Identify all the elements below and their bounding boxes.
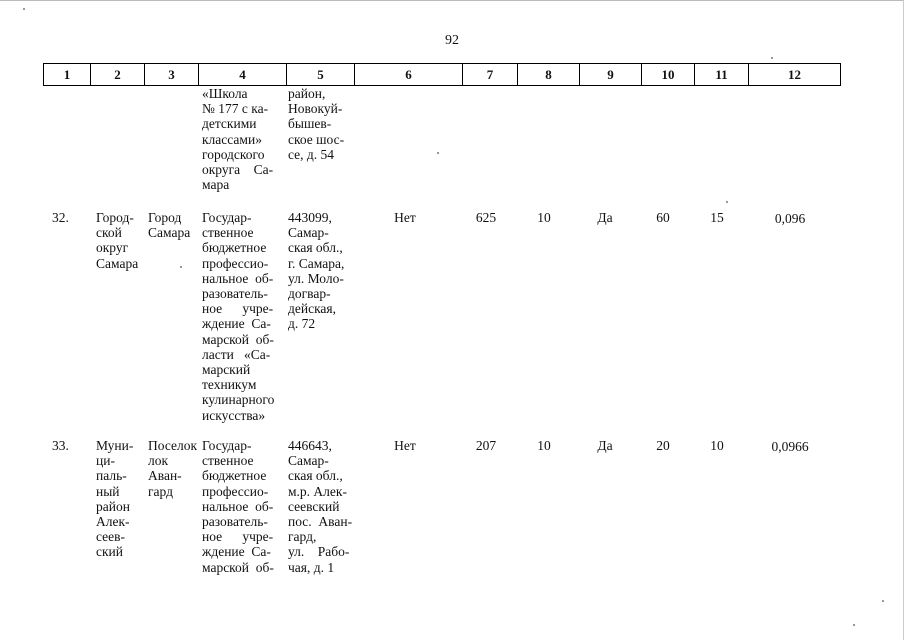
row-33-col10: 20 xyxy=(656,438,670,453)
row-33-district: Муни- ци- паль- ный район Алек- сеев- ский xyxy=(96,438,134,560)
column-header-6: 6 xyxy=(355,64,463,86)
row-32-col7: 625 xyxy=(475,210,497,225)
row-32-number: 32. xyxy=(52,210,69,225)
row-33-col12: 0,0966 xyxy=(771,439,809,454)
scan-speck xyxy=(437,152,439,154)
column-header-11: 11 xyxy=(695,64,749,86)
column-header-2: 2 xyxy=(91,64,145,86)
row-32-address: 443099, Самар- ская обл., г. Самара, ул. Моло- догвар- дейская, д. 72 xyxy=(288,210,345,332)
row-32-col10: 60 xyxy=(656,210,670,225)
row-33-col7: 207 xyxy=(475,438,497,453)
row-33-col9: Да xyxy=(597,438,613,453)
scan-speck xyxy=(180,266,182,268)
scan-speck xyxy=(726,201,728,203)
row-33-address: 446643, Самар- ская обл., м.р. Алек- сеевский пос. Аван- гард, ул. Рабо- чая, д. 1 xyxy=(288,438,353,575)
scan-speck xyxy=(771,57,773,59)
row-32-col8: 10 xyxy=(537,210,551,225)
row-32-col12: 0,096 xyxy=(774,211,806,226)
top-page-edge xyxy=(0,0,904,1)
column-header-1: 1 xyxy=(44,64,91,86)
column-header-3: 3 xyxy=(145,64,199,86)
column-header-12: 12 xyxy=(749,64,841,86)
column-header-table xyxy=(43,63,841,86)
column-header-8: 8 xyxy=(518,64,580,86)
row-32-institution: Государ- ственное бюджетное профессио- нальное об- разователь- ное учре- ждение Са- марской об- ласти «Са- марский техникум кулинарного искусства» xyxy=(202,210,275,423)
row-32-locality: Город Самара xyxy=(148,210,191,241)
row-32-district: Город- ской округ Самара xyxy=(96,210,139,271)
continuation-address-cell: район, Новокуй- бышев- ское шос- се, д. 54 xyxy=(288,86,345,162)
column-header-4: 4 xyxy=(199,64,287,86)
row-32-col11: 15 xyxy=(710,210,724,225)
column-header-10: 10 xyxy=(642,64,695,86)
scan-speck xyxy=(853,624,855,626)
row-33-col6: Нет xyxy=(394,438,416,453)
continuation-institution-cell: «Школа № 177 с ка- детскими классами» городского округа Са- мара xyxy=(202,86,274,193)
column-header-7: 7 xyxy=(463,64,518,86)
row-33-number: 33. xyxy=(52,438,69,453)
column-header-5: 5 xyxy=(287,64,355,86)
row-32-col6: Нет xyxy=(394,210,416,225)
column-header-row xyxy=(44,64,841,86)
scan-speck xyxy=(23,8,25,10)
row-33-locality: Поселок лок Аван- гард xyxy=(148,438,198,499)
row-33-col11: 10 xyxy=(710,438,724,453)
row-33-col8: 10 xyxy=(537,438,551,453)
row-33-institution: Государ- ственное бюджетное профессио- нальное об- разователь- ное учре- ждение Са- марской об- xyxy=(202,438,274,575)
row-32-col9: Да xyxy=(597,210,613,225)
page-number: 92 xyxy=(445,33,459,48)
scan-speck xyxy=(882,600,884,602)
column-header-9: 9 xyxy=(580,64,642,86)
